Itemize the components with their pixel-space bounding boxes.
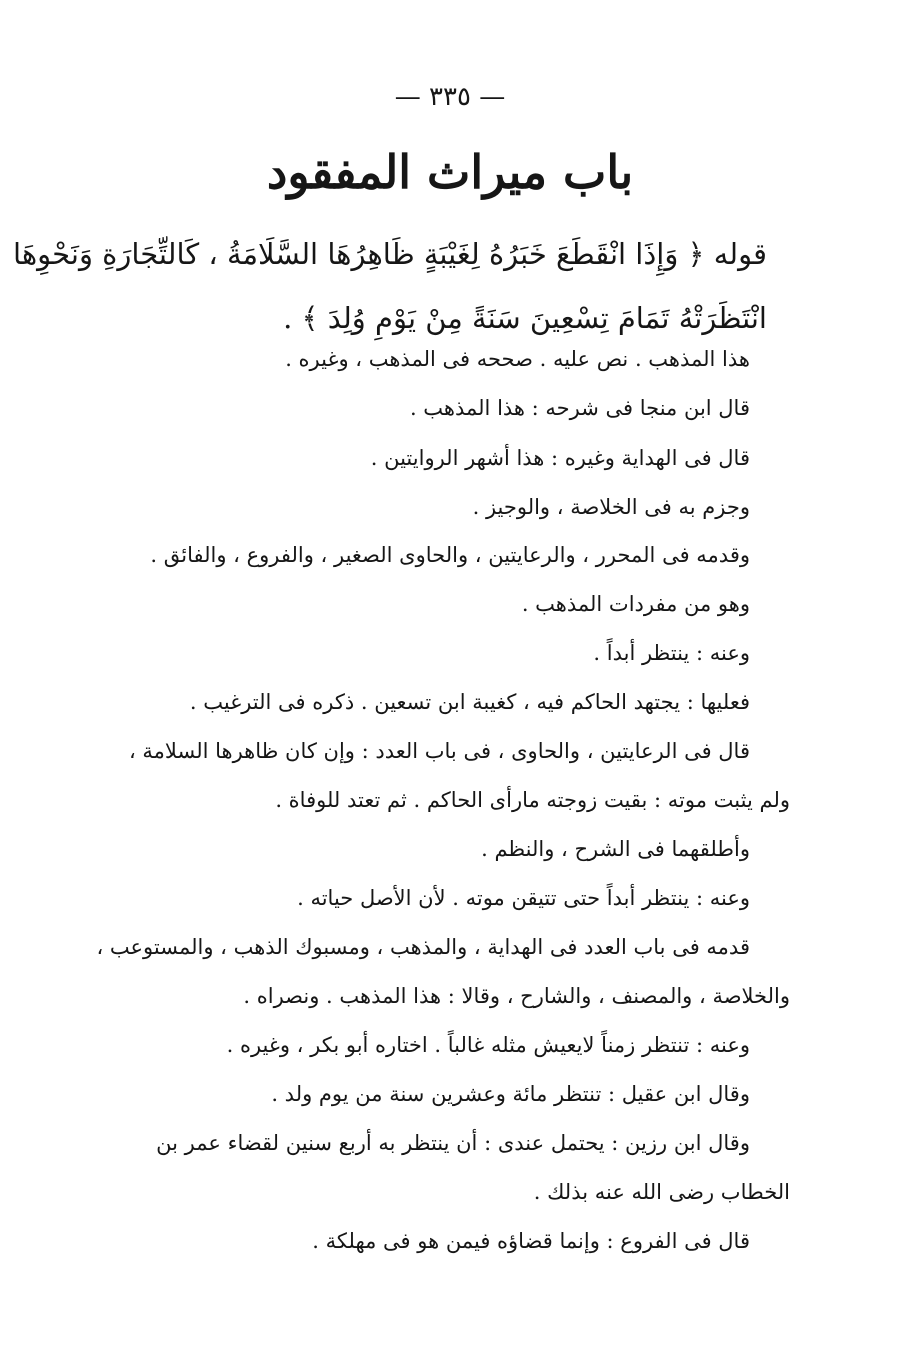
quoted-text [13,222,767,350]
text-line: وقال ابن رزين : يحتمل عندى : أن ينتظر به أربع سنين لقضاء عمر بن [156,1131,750,1155]
commentary-body [0,344,900,1284]
quote-line: قوله ﴿ وَإِذَا انْقَطَعَ خَبَرُهُ لِغَيْبَةٍ ظَاهِرُهَا السَّلَامَةُ ، كَالتِّجَارَةِ وَنَحْوِهَا [13,237,767,271]
text-line: قال فى الهداية وغيره : هذا أشهر الروايتين . [370,446,750,470]
chapter-title: باب ميراث المفقود [266,145,634,199]
text-line: قال فى الفروع : وإنما قضاؤه فيمن هو فى مهلكة . [312,1229,750,1253]
text-line: قال فى الرعايتين ، والحاوى ، فى باب العدد : وإن كان ظاهرها السلامة ، [128,739,750,763]
text-line: الخطاب رضى الله عنه بذلك . [533,1180,790,1204]
text-line: وعنه : ينتظر أبداً حتى تتيقن موته . لأن الأصل حياته . [297,886,750,910]
text-line: فعليها : يجتهد الحاكم فيه ، كغيبة ابن تسعين . ذكره فى الترغيب . [189,690,750,714]
text-line: وقدمه فى المحرر ، والرعايتين ، والحاوى الصغير ، والفروع ، والفائق . [150,543,750,567]
text-line: ولم يثبت موته : بقيت زوجته مارأى الحاكم . ثم تعتد للوفاة . [275,788,790,812]
text-line: وهو من مفردات المذهب . [521,592,750,616]
text-line: وجزم به فى الخلاصة ، والوجيز . [472,495,750,519]
text-line: وعنه : ينتظر أبداً . [593,641,750,665]
text-line: هذا المذهب . نص عليه . صححه فى المذهب ، وغيره . [285,347,750,371]
text-line: وقال ابن عقيل : تنتظر مائة وعشرين سنة من يوم ولد . [271,1082,750,1106]
quote-line: انْتَظَرَتْهُ تَمَامَ تِسْعِينَ سَنَةً مِنْ يَوْمِ وُلِدَ ﴾ . [283,301,767,335]
text-line: والخلاصة ، والمصنف ، والشارح ، وقالا : هذا المذهب . ونصراه . [243,984,790,1008]
text-line: قال ابن منجا فى شرحه : هذا المذهب . [409,396,750,420]
text-line: وعنه : تنتظر زمناً لايعيش مثله غالباً . اختاره أبو بكر ، وغيره . [226,1033,750,1057]
text-line: قدمه فى باب العدد فى الهداية ، والمذهب ، ومسبوك الذهب ، والمستوعب ، [96,935,750,959]
text-line: وأطلقهما فى الشرح ، والنظم . [481,837,750,861]
page-number: — ٣٣٥ — [394,82,506,112]
